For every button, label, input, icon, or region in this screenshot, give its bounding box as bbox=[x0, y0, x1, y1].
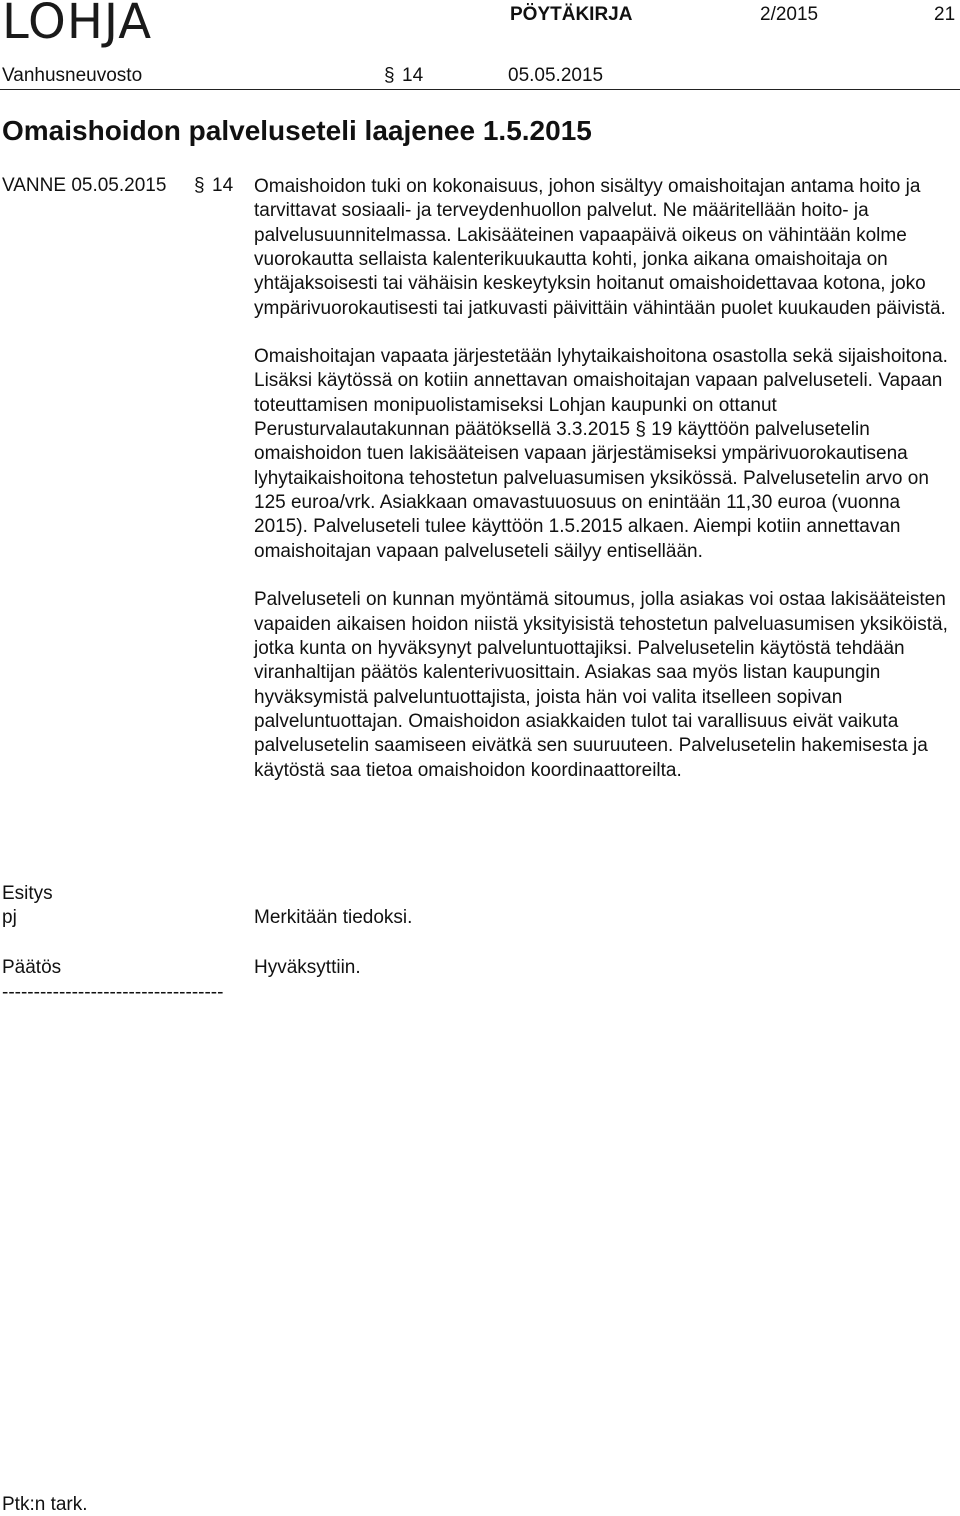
meeting-date: 05.05.2015 bbox=[508, 65, 604, 86]
decision-text: Hyväksyttiin. bbox=[254, 957, 361, 978]
paragraph-1: Omaishoidon tuki on kokonaisuus, johon sisältyy omaishoitajan antama hoito ja tarvittavat sosiaali- ja terveydenhuollon palvelut. Ne määritellään hoito- ja palvelusuunnitelmassa. Lakisääteinen vapaapäivä oikeus on vähintään kolme vuorokautta sellaista kalenterikuukautta kohti, jonka aikana omaishoitaja on yhtäjaksoisesti tai vähäisin keskeytyksin hoitanut omaishoidettavaa kotona, joko ympärivuorokautisesti tai jatkuvasti päivittäin vähintään puolet kuukauden päivistä. bbox=[254, 176, 946, 319]
decision-label: Päätös bbox=[2, 957, 62, 978]
proposal-text: Merkitään tiedoksi. bbox=[254, 907, 413, 928]
minutes-checker-label: Ptk:n tark. bbox=[2, 1494, 88, 1515]
header-section-number: 14 bbox=[402, 65, 424, 86]
body-text bbox=[254, 175, 958, 807]
page-number: 21 bbox=[934, 4, 956, 25]
meta-section-sign-icon: § bbox=[194, 175, 205, 196]
separator-line: ----------------------------------- bbox=[2, 982, 224, 1003]
page-title: Omaishoidon palveluseteli laajenee 1.5.2015 bbox=[2, 115, 592, 146]
proposal-presenter: pj bbox=[2, 907, 17, 928]
header-divider bbox=[0, 89, 960, 90]
meta-section-number: 14 bbox=[212, 175, 234, 196]
body-name: Vanhusneuvosto bbox=[2, 65, 143, 86]
document-number: 2/2015 bbox=[760, 4, 819, 25]
lohja-logo: LOHJA bbox=[2, 0, 153, 50]
reference-code: VANNE 05.05.2015 bbox=[2, 175, 167, 196]
paragraph-2: Omaishoitajan vapaata järjestetään lyhytaikaishoitona osastolla sekä sijaishoitona. Lisäksi käytössä on kotiin annettavan omaishoitajan vapaan palveluseteli. Vapaan toteuttamisen monipuolistamiseksi Lohjan kaupunki on ottanut Perusturvalautakunnan päätöksellä 3.3.2015 § 19 käyttöön palvelusetelin omaishoidon tuen lakisääteisen vapaan järjestämiseksi ympärivuorokautisena lyhytaikaishoitona tehostetun palveluasumisen yksikössä. Palvelusetelin arvo on 125 euroa/vrk. Asiakkaan omavastuuosuus on enintään 11,30 euroa (vuonna 2015). Palveluseteli tulee käyttöön 1.5.2015 alkaen. Aiempi kotiin annettavan omaishoitajan vapaan palveluseteli säilyy entisellään. bbox=[254, 346, 948, 562]
document-type: PÖYTÄKIRJA bbox=[510, 4, 633, 25]
section-sign-icon: § bbox=[384, 65, 395, 86]
paragraph-3: Palveluseteli on kunnan myöntämä sitoumus, jolla asiakas voi ostaa lakisääteisten vapaiden aikaisen hoidon niistä yksityisistä tehostetun palveluasumisen yksiköistä, jotka kunta on hyväksynyt palveluntuottajiksi. Palvelusetelin käytöstä tehdään viranhaltijan päätös kalenterivuosittain. Asiakas saa myös listan kaupungin hyväksymistä palveluntuottajista, joista hän voi valita itselleen sopivan palveluntuottajan. Omaishoidon asiakkaiden tulot tai varallisuus eivät vaikuta palvelusetelin saamiseen eivätkä sen suuruuteen. Palvelusetelin hakemisesta ja käytöstä saa tietoa omaishoidon koordinaattoreilta. bbox=[254, 589, 948, 781]
proposal-label: Esitys bbox=[2, 883, 53, 904]
